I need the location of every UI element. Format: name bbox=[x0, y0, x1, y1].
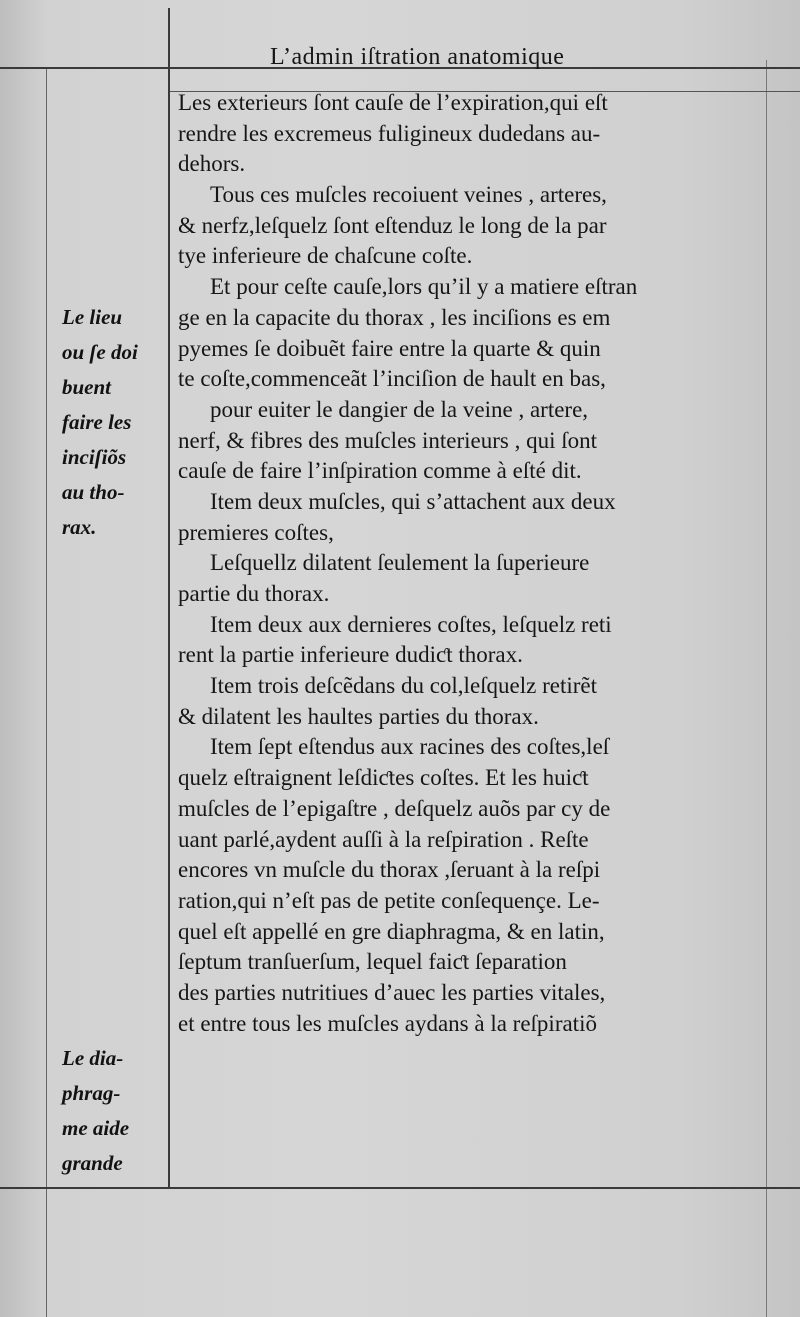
text-line: Item trois deſcẽdans du col,leſquelz retirẽt bbox=[210, 673, 598, 699]
text-line: ration,qui n’eſt pas de petite conſequençe. Le- bbox=[178, 887, 600, 913]
margin-note-line: buent bbox=[62, 375, 112, 399]
text-line: Tous ces muſcles recoiuent veines , arteres, bbox=[210, 182, 607, 208]
text-line: quel eſt appellé en gre diaphragma, & en latin, bbox=[178, 918, 605, 944]
text-line: rent la partie inferieure dudiƈt thorax. bbox=[178, 642, 523, 668]
text-line: & dilatent les haultes parties du thorax. bbox=[178, 703, 539, 729]
margin-note-line: Le lieu bbox=[62, 305, 123, 329]
margin-note-line: rax. bbox=[62, 515, 97, 539]
text-line: Item deux aux dernieres coſtes, leſquelz reti bbox=[210, 611, 612, 637]
text-line: ſeptum tranſuerſum, lequel faiƈt ſeparation bbox=[178, 949, 567, 975]
margin-note-line: phrag- bbox=[62, 1081, 121, 1105]
margin-note-line: inciſiõs bbox=[62, 445, 127, 469]
text-line: Item deux muſcles, qui s’attachent aux deux bbox=[210, 488, 616, 514]
margin-note-line: au tho- bbox=[62, 480, 125, 504]
margin-note-lieu-incisions bbox=[62, 300, 172, 545]
text-line: quelz eſtraignent leſdiƈtes coſtes. Et les huiƈt bbox=[178, 765, 589, 791]
body-text bbox=[178, 88, 778, 1039]
text-line: rendre les excremeus fuligineux dudedans au- bbox=[178, 120, 601, 146]
text-line: premieres coſtes, bbox=[178, 519, 334, 545]
bottom-rule bbox=[0, 1187, 800, 1189]
text-line: partie du thorax. bbox=[178, 581, 330, 606]
text-line: Les exterieurs ſont cauſe de l’expiration,qui eſt bbox=[178, 90, 608, 115]
text-line: cauſe de faire l’inſpiration comme à eſté dit. bbox=[178, 458, 582, 484]
text-line: Item ſept eſtendus aux racines des coſtes,leſ bbox=[210, 734, 610, 760]
text-line: muſcles de l’epigaſtre , deſquelz auõs par cy de bbox=[178, 795, 611, 821]
text-line: Et pour ceſte cauſe,lors qu’il y a matiere eſtran bbox=[210, 274, 638, 300]
text-line: te coſte,commenceãt l’inciſion de hault en bas, bbox=[178, 366, 606, 392]
text-line: tye inferieure de chaſcune coſte. bbox=[178, 243, 473, 269]
margin-note-line: ou ſe doi bbox=[62, 340, 138, 364]
text-line: des parties nutritiues d’auec les parties vitales, bbox=[178, 979, 606, 1005]
text-line: & nerfz,leſquelz ſont eſtenduz le long de la par bbox=[178, 212, 607, 238]
margin-note-line: Le dia- bbox=[62, 1046, 124, 1070]
running-head: L’admin iſtration anatomique bbox=[270, 44, 565, 70]
text-line: uant parlé,aydent auſſi à la reſpiration . Reſte bbox=[178, 826, 589, 852]
margin-note-diaphragme bbox=[62, 1041, 172, 1181]
text-line: et entre tous les muſcles aydans à la reſpiratiõ bbox=[178, 1010, 597, 1036]
gloss-column-rule bbox=[168, 8, 170, 1188]
text-line: ge en la capacite du thorax , les inciſions es em bbox=[178, 304, 611, 330]
margin-rule-left bbox=[46, 67, 47, 1317]
text-line: pyemes ſe doibuẽt faire entre la quarte & quin bbox=[178, 335, 601, 361]
margin-note-line: me aide bbox=[62, 1116, 130, 1140]
text-line: encores vn muſcle du thorax ,ſeruant à la reſpi bbox=[178, 857, 601, 883]
margin-note-line: grande bbox=[62, 1151, 123, 1175]
text-line: Leſquellz dilatent ſeulement la ſuperieure bbox=[210, 550, 590, 576]
text-line: pour euiter le dangier de la veine , artere, bbox=[210, 396, 589, 422]
margin-note-line: faire les bbox=[62, 410, 132, 434]
text-line: dehors. bbox=[178, 151, 246, 177]
text-line: nerf, & fibres des muſcles interieurs , qui ſont bbox=[178, 427, 598, 453]
